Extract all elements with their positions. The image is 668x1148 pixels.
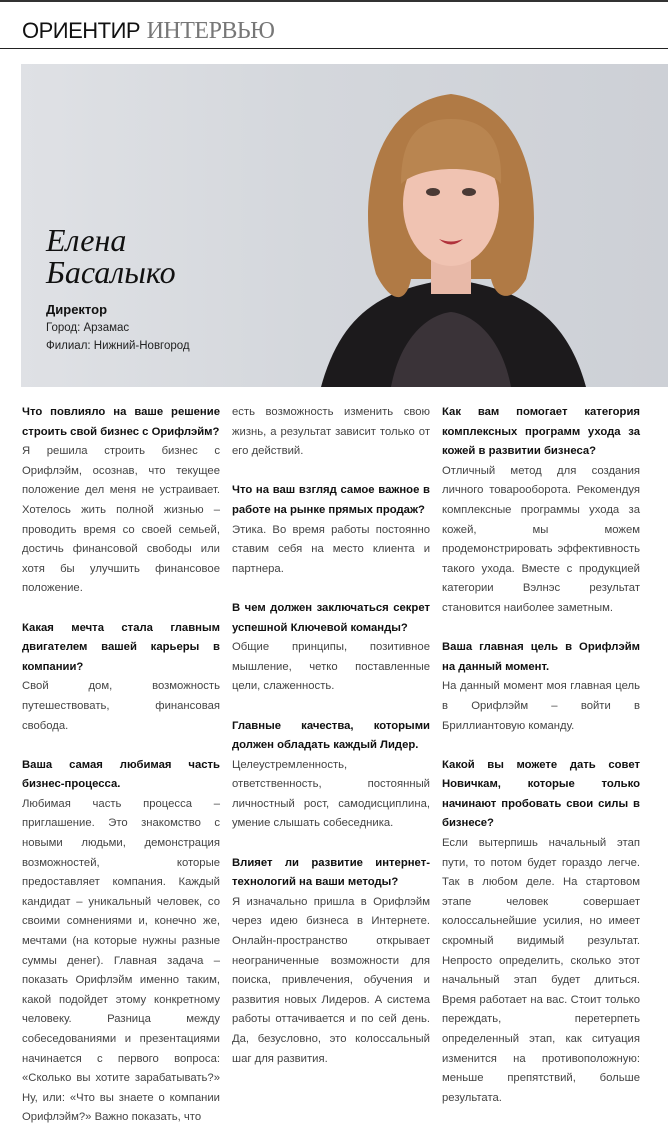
- qa-block: [22, 619, 220, 737]
- answer: Целеустремленность, ответственность, постоянный личностный рост, самодисциплина, умение слышать собеседника.: [232, 758, 430, 830]
- question: Как вам помогает категория комплексных программ ухода за кожей в развитии бизнеса?: [442, 406, 640, 458]
- question: Какая мечта стала главным двигателем вашей карьеры в компании?: [22, 621, 220, 673]
- qa-block: [22, 756, 220, 1128]
- question: Что повлияло на ваше решение строить свой бизнес с Орифлэйм?: [22, 406, 220, 438]
- last-name: Басалыко: [46, 254, 176, 290]
- question: Какой вы можете дать совет Новичкам, которые только начинают пробовать свои силы в бизнесе?: [442, 758, 640, 830]
- qa-block: [232, 403, 430, 462]
- qa-block: [442, 403, 640, 619]
- answer: Общие принципы, позитивное мышление, четко поставленные цели, слаженность.: [232, 641, 430, 693]
- answer: Я изначально пришла в Орифлэйм через идею бизнеса в Интернете. Онлайн-пространство открывает неограниченные возможности для поиска, привлечения, обучения и развития новых Лидеров. А система работы оттачивается и по сей день. Да, безусловно, это колоссальный шаг для развития.: [232, 895, 430, 1065]
- hero-banner: [21, 64, 668, 387]
- portrait-photo: [301, 64, 601, 387]
- top-rule: [0, 0, 668, 2]
- column-1: [22, 403, 220, 1148]
- question: Главные качества, которыми должен обладать каждый Лидер.: [232, 719, 430, 752]
- answer: Я решила строить бизнес с Орифлэйм, осознав, что текущее положение дел меня не устраивает. Хотелось жить полной жизнью – проводить время со своей семьей, достичь финансовой свободы или хотя бы улучшить финансовое положение.: [22, 445, 220, 595]
- qa-block: [232, 599, 430, 697]
- first-name: Елена: [46, 222, 127, 258]
- answer-continued: есть возможность изменить свою жизнь, а результат зависит только от его действий.: [232, 406, 430, 458]
- branch: Филиал: Нижний-Новгород: [46, 340, 190, 352]
- qa-block: [22, 403, 220, 599]
- question: Что на ваш взгляд самое важное в работе на рынке прямых продаж?: [232, 484, 430, 516]
- column-2: [232, 403, 430, 1089]
- question: Ваша главная цель в Орифлэйм на данный момент.: [442, 641, 640, 673]
- qa-block: [232, 481, 430, 579]
- column-3: [442, 403, 640, 1128]
- page-header: [22, 18, 274, 45]
- question: Ваша самая любимая часть бизнес-процесса.: [22, 758, 220, 791]
- interviewee-name: [46, 224, 176, 288]
- role: Директор: [46, 302, 108, 317]
- question: В чем должен заключаться секрет успешной Ключевой команды?: [232, 601, 430, 634]
- qa-block: [442, 638, 640, 736]
- section-title: ОРИЕНТИР: [22, 18, 141, 43]
- qa-block: [232, 854, 430, 1070]
- subsection-title: ИНТЕРВЬЮ: [146, 18, 275, 44]
- answer: Этика. Во время работы постоянно ставим себя на место клиента и партнера.: [232, 523, 430, 575]
- qa-block: [232, 717, 430, 835]
- answer: Отличный метод для создания личного товарооборота. Рекомендуя комплексные программы ухода за кожей, мы можем продемонстрировать эффективность такого ухода. Вместе с продукцией категории Вэлнэс результат становится наиболее заметным.: [442, 464, 640, 614]
- answer: На данный момент моя главная цель в Орифлэйм – войти в Бриллиантовую команду.: [442, 680, 640, 732]
- answer: Если вытерпишь начальный этап пути, то потом будет гораздо легче. Так в любом деле. На стартовом этапе человек совершает колоссальнейшие усилия, но имеет скромный видимый результат. Непросто определить, сколько этот начальный этап будет длиться. Время работает на вас. Стоит только переждать, перетерпеть определенный этап, как ситуация изменится на противоположную: меньше препятствий, больше результата.: [442, 837, 640, 1104]
- qa-block: [442, 756, 640, 1109]
- header-rule: [0, 48, 668, 49]
- question: Влияет ли развитие интернет-технологий на ваши методы?: [232, 856, 430, 889]
- answer: Свой дом, возможность путешествовать, финансовая свобода.: [22, 680, 220, 732]
- city: Город: Арзамас: [46, 322, 130, 334]
- answer: Любимая часть процесса – приглашение. Это знакомство с новыми людьми, демонстрация возможностей, которые предоставляет компания. Каждый кандидат – уникальный человек, со своими сомнениями и, конечно же, мечтами (на которые нужны разные суммы денег). Главная задача – показать Орифлэйм именно таким, какой подойдет этому конкретному человеку. Разница между собеседованиями и презентациями начинается с первого вопроса: «Сколько вы хотите зарабатывать?» Ну, или: «Что вы знаете о компании Орифлэйм?» Важно показать, что: [22, 797, 220, 1124]
